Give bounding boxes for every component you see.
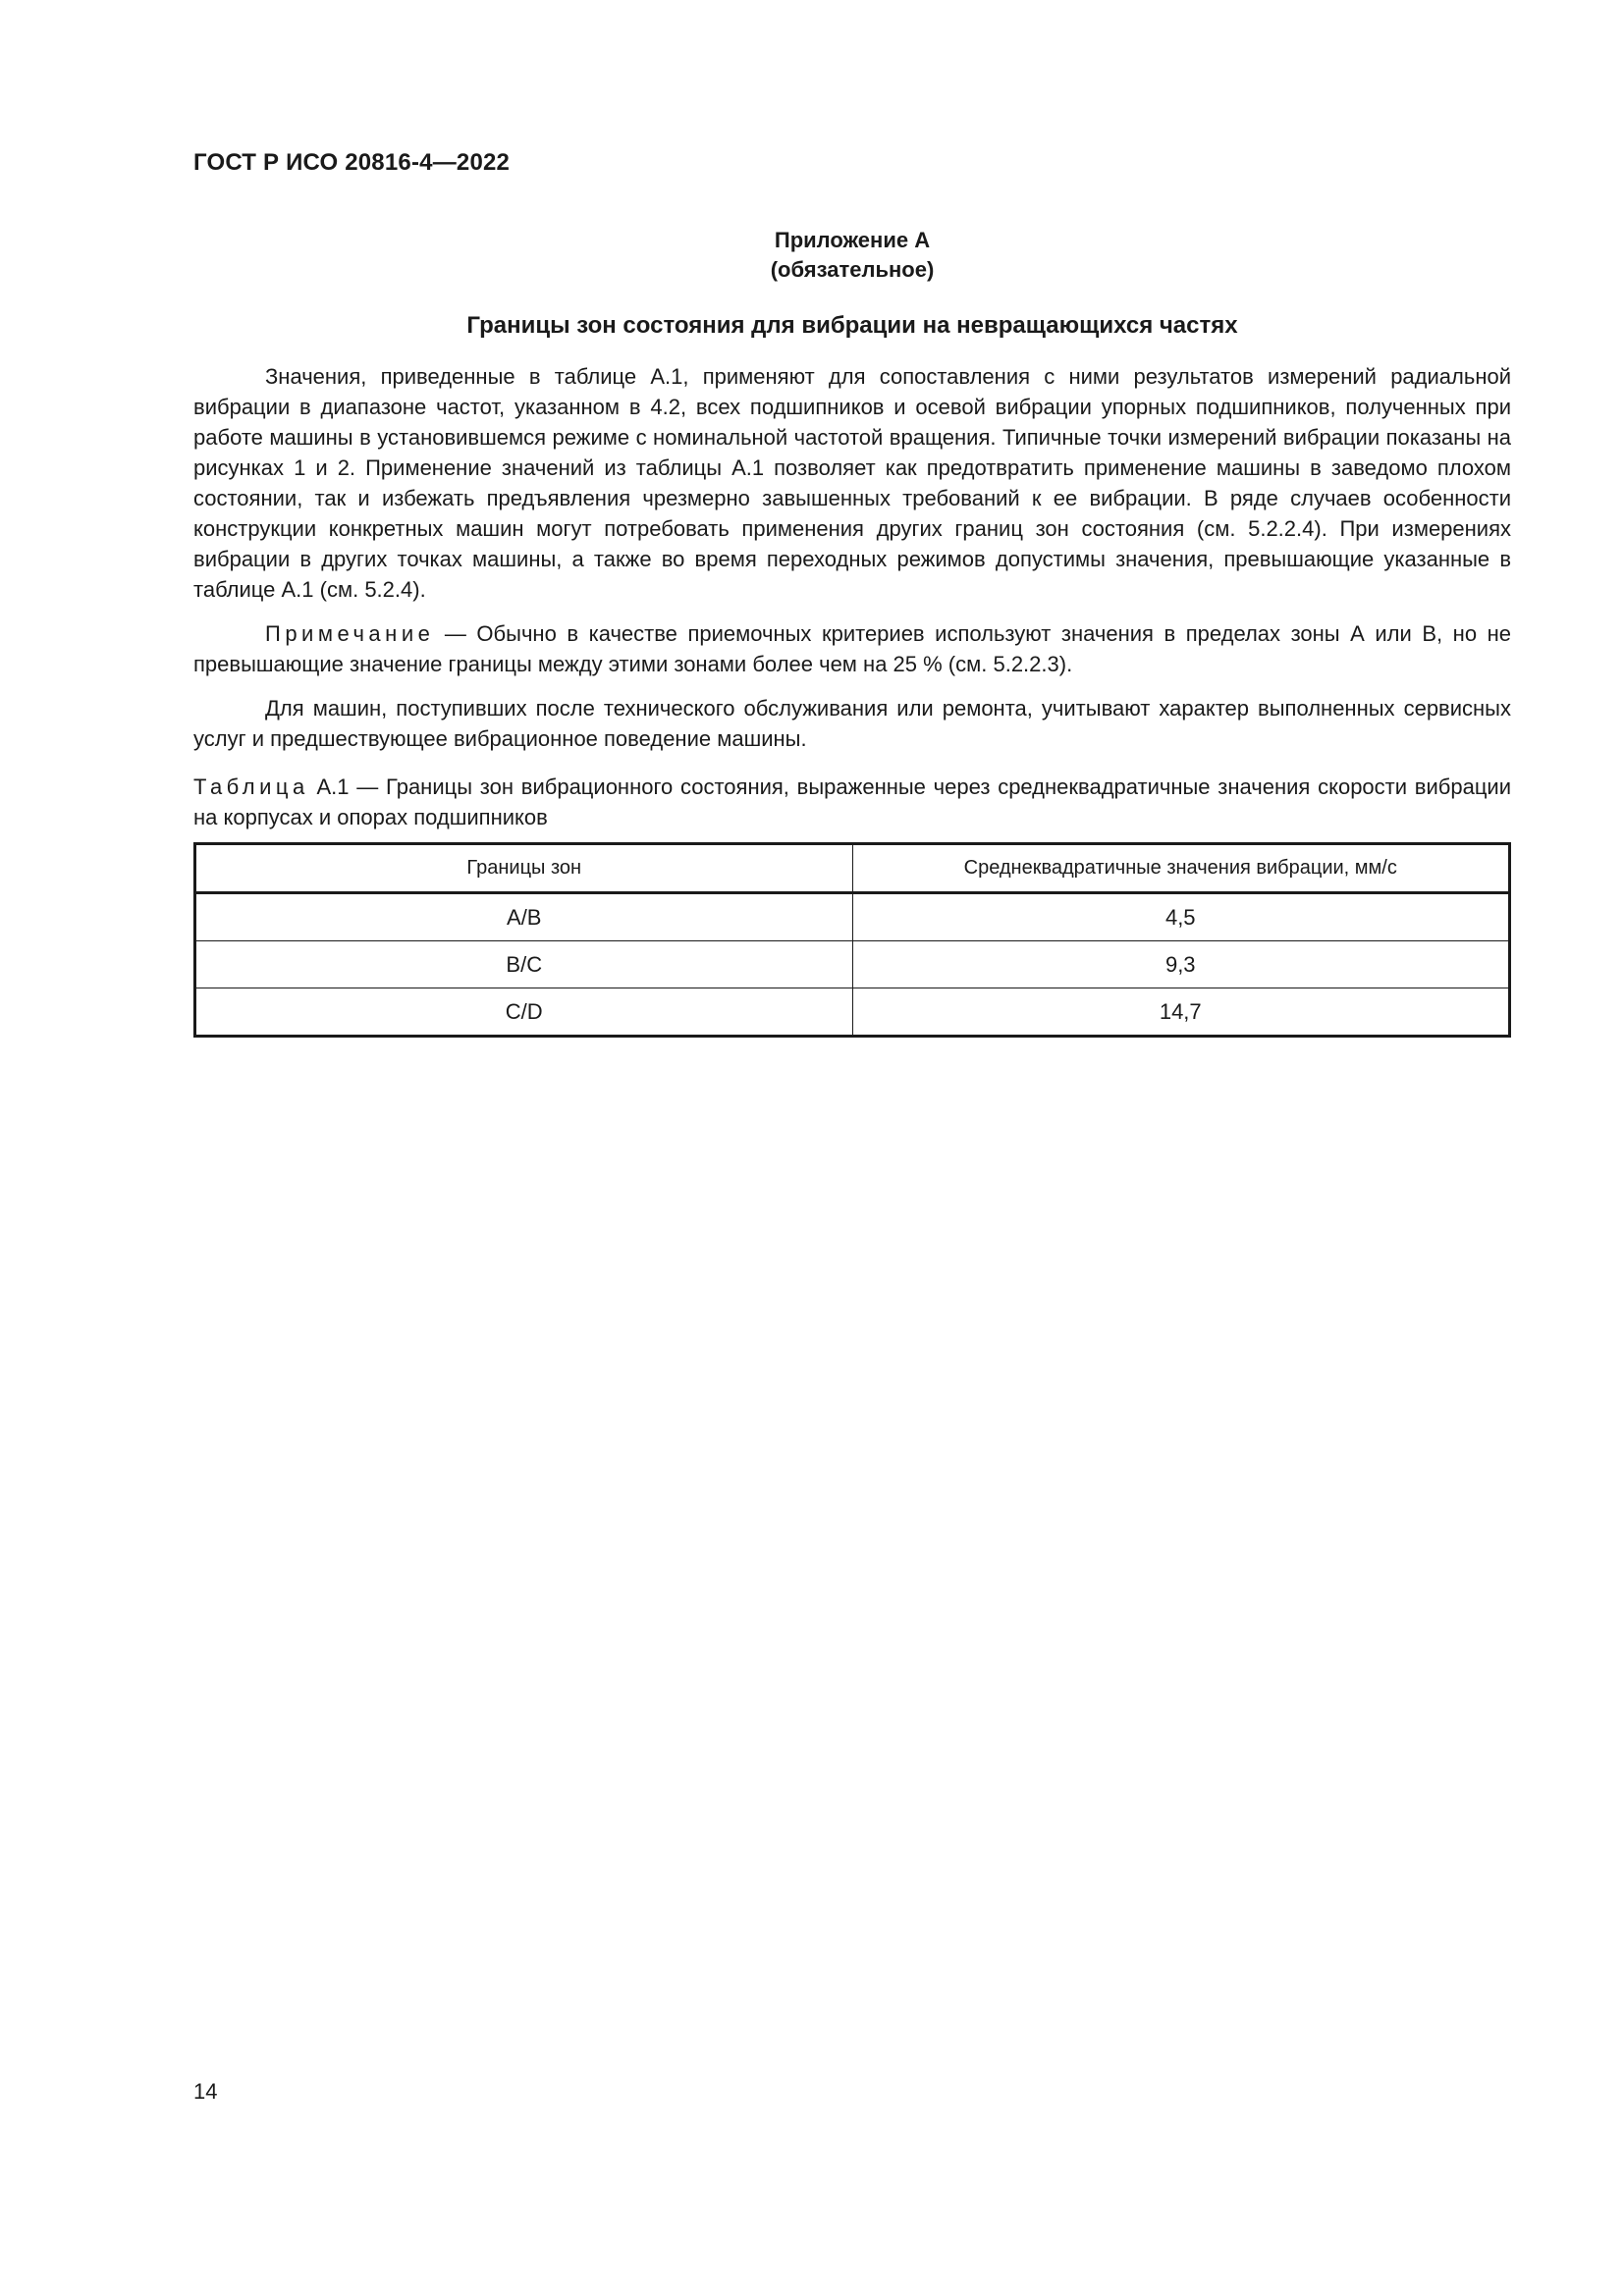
column-header-zone-boundaries: Границы зон bbox=[195, 844, 853, 893]
table-row bbox=[195, 941, 1510, 988]
zone-boundary-cell: С/D bbox=[195, 988, 853, 1037]
table-row bbox=[195, 893, 1510, 941]
table-caption-label: Таблица bbox=[193, 774, 309, 799]
note-text: — Обычно в качестве приемочных критериев используют значения в пределах зоны А или В, но не превышающие значение границы между этими зонами более чем на 25 % (см. 5.2.2.3). bbox=[193, 621, 1511, 676]
annex-type: (обязательное) bbox=[770, 257, 935, 282]
page-number: 14 bbox=[193, 2079, 218, 2104]
annex-title: Приложение А bbox=[774, 228, 931, 252]
column-header-rms-values: Среднеквадратичные значения вибрации, мм/с bbox=[852, 844, 1510, 893]
table-row bbox=[195, 988, 1510, 1037]
table-caption-text: А.1 — Границы зон вибрационного состояния, выраженные через среднеквадратичные значения скорости вибрации на корпусах и опорах подшипников bbox=[193, 774, 1511, 829]
rms-value-cell: 14,7 bbox=[852, 988, 1510, 1037]
paragraph-after-maintenance: Для машин, поступивших после технического обслуживания или ремонта, учитывают характер выполненных сервисных услуг и предшествующее вибрационное поведение машины. bbox=[193, 696, 1511, 751]
paragraph-values-application: Значения, приведенные в таблице А.1, применяют для сопоставления с ними результатов измерений радиальной вибрации в диапазоне частот, указанном в 4.2, всех подшипников и осевой вибрации упорных подшипников, полученных при работе машины в установившемся режиме с номинальной частотой вращения. Типичные точки измерений вибрации показаны на рисунках 1 и 2. Применение значений из таблицы А.1 позволяет как предотвратить применение машины в заведомо плохом состоянии, так и избежать предъявления чрезмерно завышенных требований к ее вибрации. В ряде случаев особенности конструкции конкретных машин могут потребовать применения других границ зон состояния (см. 5.2.2.4). При измерениях вибрации в других точках машины, а также во время переходных режимов допустимы значения, превышающие указанные в таблице А.1 (см. 5.2.4). bbox=[193, 364, 1511, 602]
rms-value-cell: 9,3 bbox=[852, 941, 1510, 988]
vibration-zones-table bbox=[193, 842, 1511, 1038]
table-header-row bbox=[195, 844, 1510, 893]
annex-heading: Границы зон состояния для вибрации на невращающихся частях bbox=[466, 312, 1238, 339]
zone-boundary-cell: В/С bbox=[195, 941, 853, 988]
zone-boundary-cell: А/В bbox=[195, 893, 853, 941]
rms-value-cell: 4,5 bbox=[852, 893, 1510, 941]
document-code-header: ГОСТ Р ИСО 20816-4—2022 bbox=[193, 149, 511, 176]
page-content bbox=[193, 226, 1511, 1038]
note-paragraph bbox=[193, 618, 1511, 679]
table-caption bbox=[193, 772, 1511, 832]
note-label: Примечание bbox=[265, 621, 435, 646]
